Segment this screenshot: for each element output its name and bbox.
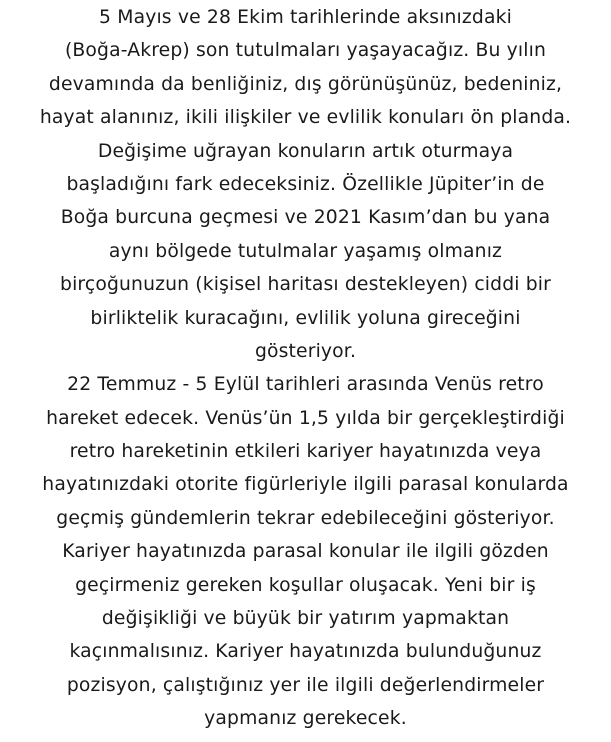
text-line: başladığını fark edeceksiniz. Özellikle Jüpiter’in de [66, 173, 545, 195]
text-line: Değişime uğrayan konuların artık oturmaya [97, 140, 514, 162]
text-line: devamında da benliğiniz, dış görünüşünüz, bedeniniz, [48, 73, 563, 95]
text-line: Boğa burcuna geçmesi ve 2021 Kasım’dan bu yana [60, 207, 551, 229]
text-line: hareket edecek. Venüs’ün 1,5 yılda bir gerçekleştirdiği [46, 407, 565, 429]
text-line: retro hareketinin etkileri kariyer hayatınızda veya [69, 441, 542, 463]
text-line: kaçınmalısınız. Kariyer hayatınızda bulunduğunuz [69, 641, 542, 663]
text-line: gösteriyor. [254, 340, 357, 362]
text-line: geçirmeniz gereken koşullar oluşacak. Yeni bir iş [75, 574, 536, 596]
text-line: değişikliği ve büyük bir yatırım yapmaktan [101, 608, 510, 630]
text-line: (Boğa-Akrep) son tutulmaları yaşayacağız. Bu yılın [64, 40, 547, 62]
text-line: birliktelik kuracağını, evlilik yoluna gireceğini [90, 307, 521, 329]
text-line: hayat alanınız, ikili ilişkiler ve evlilik konuları ön planda. [39, 107, 572, 129]
text-line: birçoğunuzun (kişisel haritası destekleyen) ciddi bir [60, 274, 551, 296]
text-line: geçmiş gündemlerin tekrar edebileceğini gösteriyor. [56, 507, 555, 529]
text-line: pozisyon, çalıştığınız yer ile ilgili değerlendirmeler [66, 674, 545, 696]
text-line: 5 Mayıs ve 28 Ekim tarihlerinde aksınızdaki [99, 7, 512, 28]
text-line: aynı bölgede tutulmalar yaşamış olmanız [108, 240, 503, 262]
text-line: 22 Temmuz - 5 Eylül tarihleri arasında Venüs retro [67, 374, 544, 396]
text-line: yapmanız gerekecek. [204, 708, 407, 730]
text-line: Kariyer hayatınızda parasal konular ile ilgili gözden [62, 541, 549, 563]
text-line: hayatınızdaki otorite figürleriyle ilgili parasal konularda [42, 474, 569, 496]
